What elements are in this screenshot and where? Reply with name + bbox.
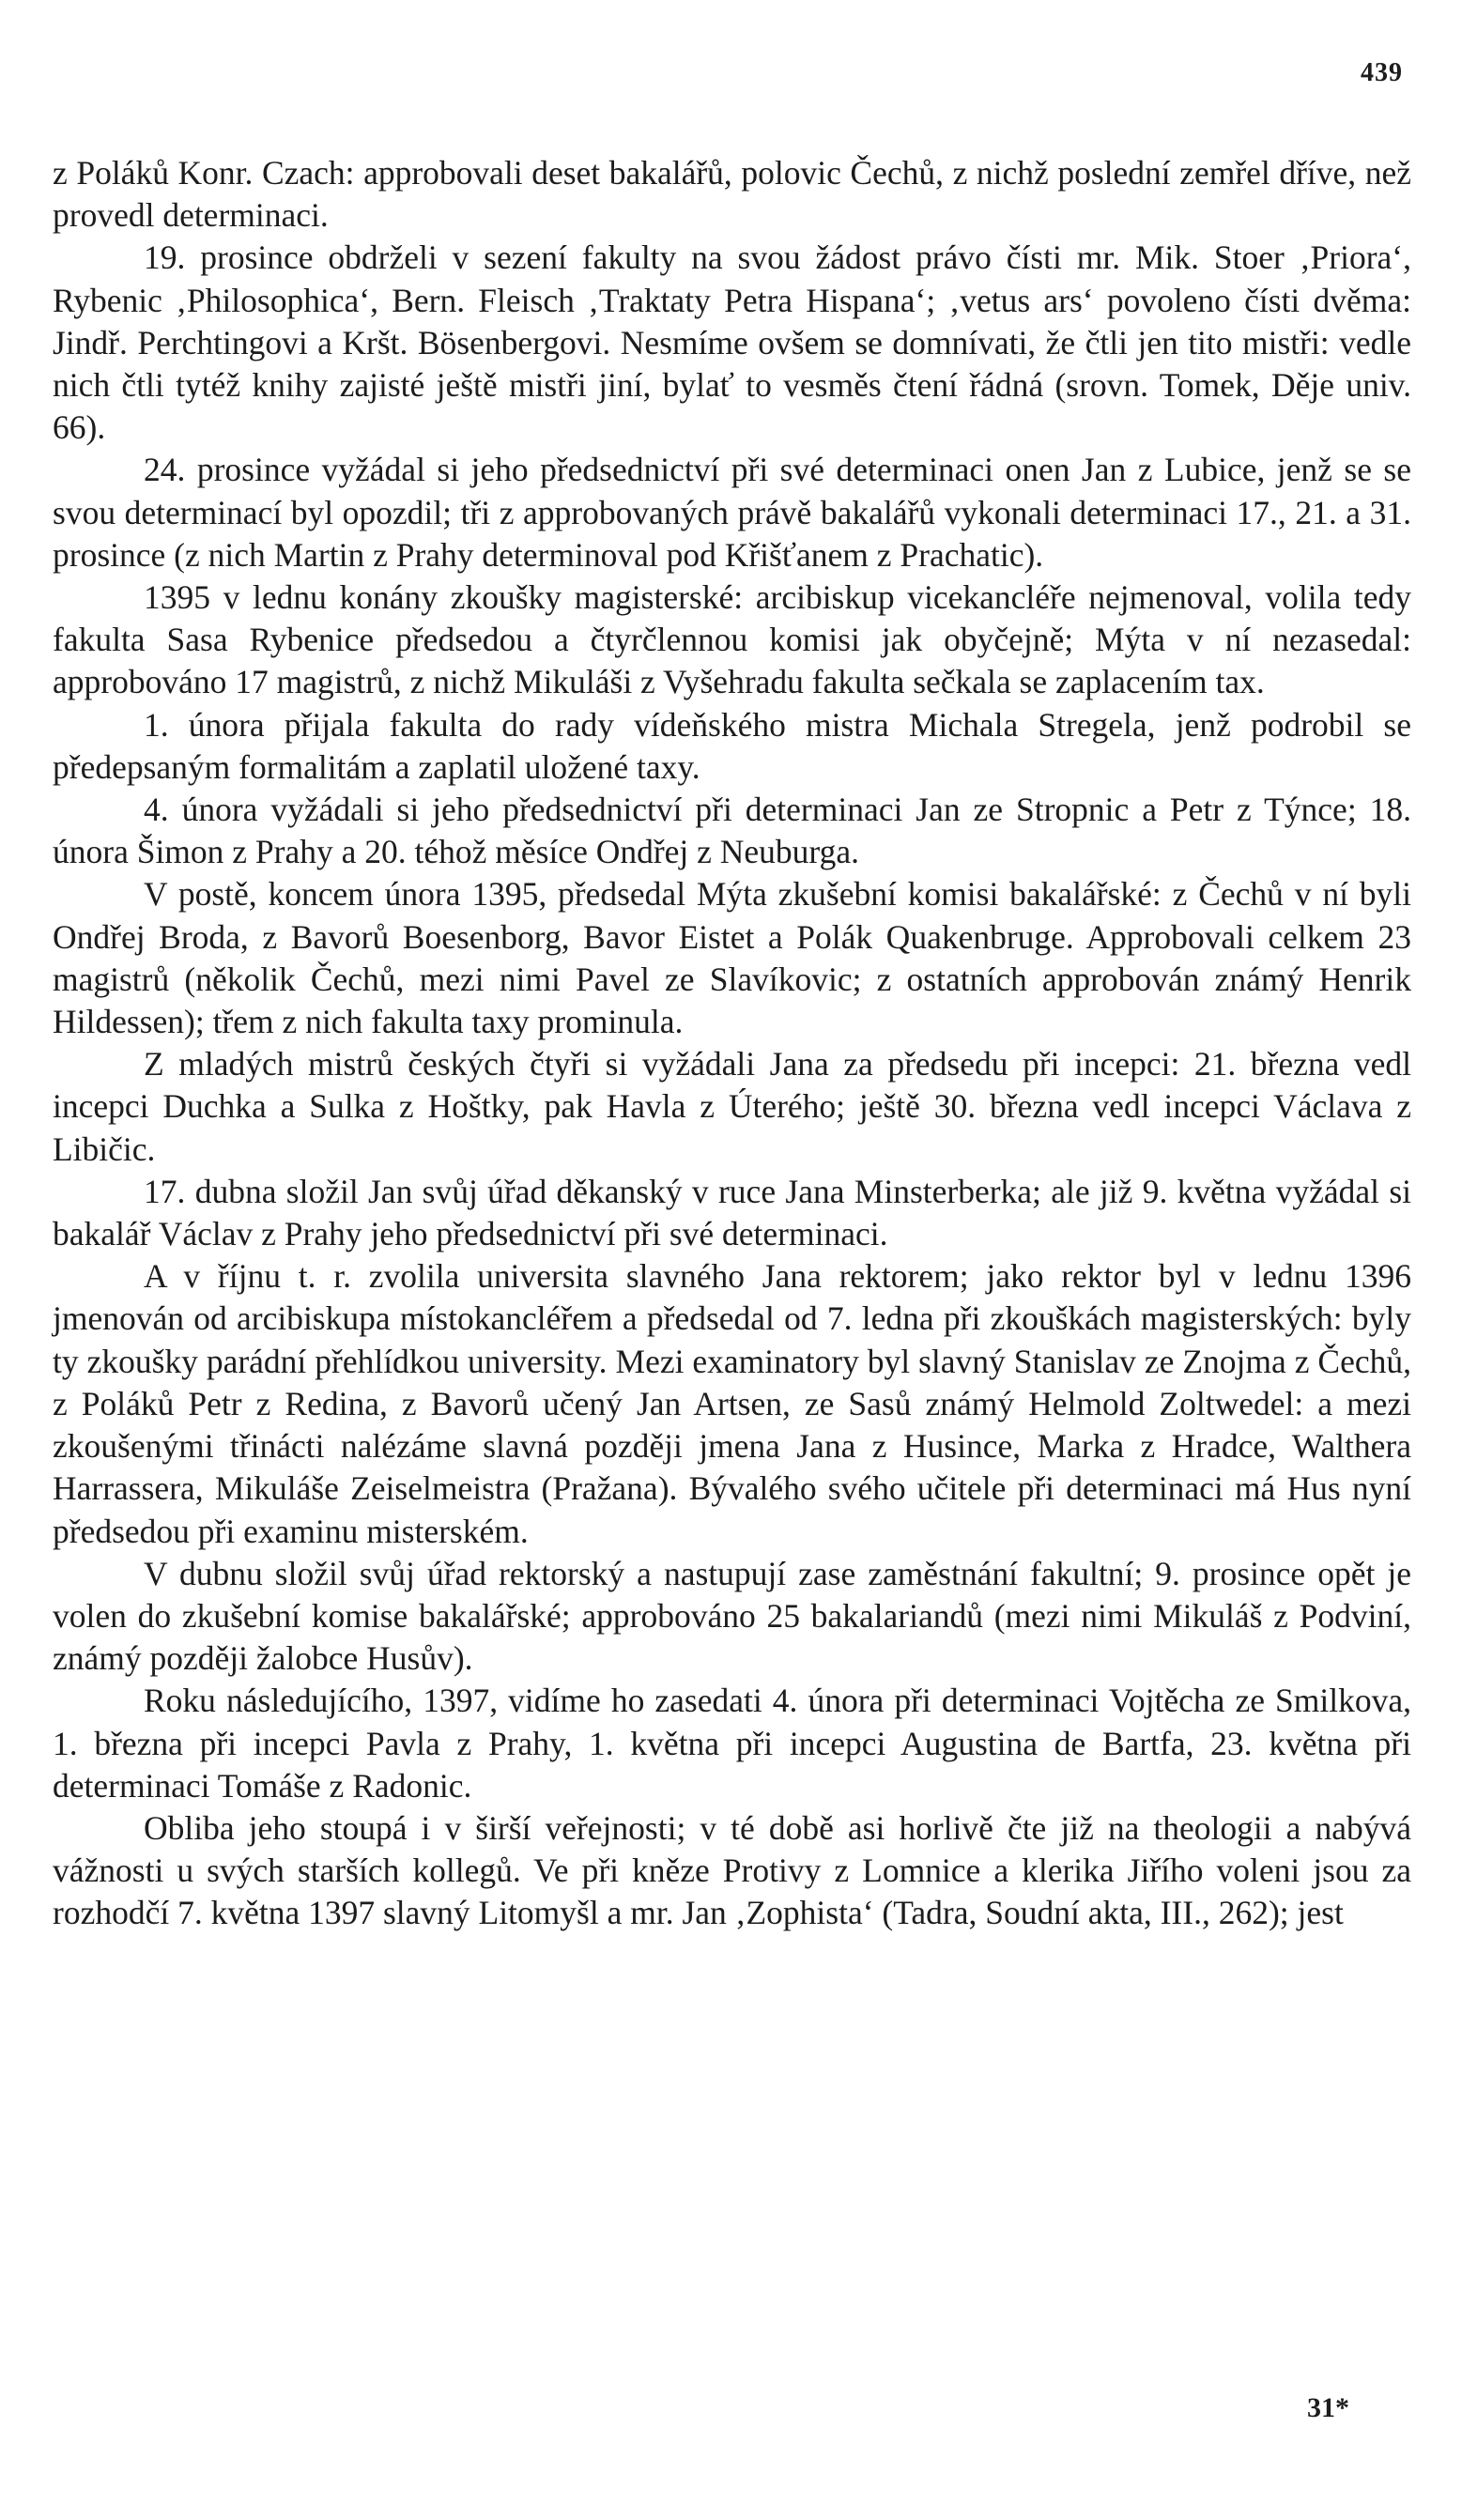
paragraph: 17. dubna složil Jan svůj úřad děkanský v ruce Jana Minsterberka; ale již 9. května vyžádal si bakalář Václav z Prahy jeho předsednictví při své determinaci.: [53, 1172, 1411, 1253]
page-number: 439: [1361, 58, 1403, 87]
paragraph: Obliba jeho stoupá i v širší veřejnosti; v té době asi horlivě čte již na theologii a nabývá vážnosti u svých starších kollegů. Ve při kněze Protivy z Lomnice a klerika Jiřího voleni jsou za rozhodčí 7. května 1397 slavný Litomyšl a mr. Jan ‚Zophista‘ (Tadra, Soudní akta, III., 262); jest: [53, 1808, 1411, 1932]
paragraph: Z mladých mistrů českých čtyři si vyžádali Jana za předsedu při incepci: 21. března vedl incepci Duchka a Sulka z Hoštky, pak Havla z Úterého; ještě 30. března vedl incepci Václava z Libičic.: [53, 1045, 1411, 1168]
paragraph: Roku následujícího, 1397, vidíme ho zasedati 4. února při determinaci Vojtěcha ze Smilkova, 1. března při incepci Pavla z Prahy, 1. května při incepci Augustina de Bartfa, 23. května při determinaci Tomáše z Radonic.: [53, 1682, 1411, 1805]
signature-mark: 31*: [1307, 2392, 1349, 2423]
paragraph: V dubnu složil svůj úřad rektorský a nastupují zase zaměstnání fakultní; 9. prosince opět je volen do zkušební komise bakalářské; approbováno 25 bakalariandů (mezi nimi Mikuláš z Podviní, známý později žalobce Husův).: [53, 1554, 1411, 1678]
paragraph: 24. prosince vyžádal si jeho předsednictví při své determinaci onen Jan z Lubice, jenž se se svou determinací byl opozdil; tři z approbovaných právě bakalářů vykonali determinaci 17., 21. a 31. prosince (z nich Martin z Prahy determinoval pod Křišťanem z Prachatic).: [53, 451, 1411, 574]
paragraph: 19. prosince obdrželi v sezení fakulty na svou žádost právo čísti mr. Mik. Stoer ‚Priora‘, Rybenic ‚Philosophica‘, Bern. Fleisch ‚Traktaty Petra Hispana‘; ‚vetus ars‘ povoleno čísti dvěma: Jindř. Perchtingovi a Kršt. Bösenbergovi. Nesmíme ovšem se domnívati, že čtli jen tito mistři: vedle nich čtli tytéž knihy zajisté ještě mistři jiní, bylať to vesměs čtení řádná (srovn. Tomek, Děje univ. 66).: [53, 238, 1411, 447]
paragraph: 1395 v lednu konány zkoušky magisterské: arcibiskup vicekancléře nejmenoval, volila tedy fakulta Sasa Rybenice předsedou a čtyrčlennou komisi jak obyčejně; Mýta v ní nezasedal: approbováno 17 magistrů, z nichž Mikuláši z Vyšehradu fakulta sečkala se zaplacením tax.: [53, 578, 1411, 701]
paragraph: A v říjnu t. r. zvolila universita slavného Jana rektorem; jako rektor byl v lednu 1396 jmenován od arcibiskupa místokancléřem a předsedal od 7. ledna při zkouškách magisterských: byly ty zkoušky parádní přehlídkou university. Mezi examinatory byl slavný Stanislav ze Znojma z Čechů, z Poláků Petr z Redina, z Bavorů učený Jan Artsen, ze Sasů známý Helmold Zoltwedel: a mezi zkoušenými třinácti nalézáme slavná později jmena Jana z Husince, Marka z Hradce, Walthera Harrassera, Mikuláše Zeiselmeistra (Pražana). Bývalého svého učitele při determinaci má Hus nyní předsedou při examinu misterském.: [53, 1257, 1411, 1550]
paragraph: z Poláků Konr. Czach: approbovali deset bakalářů, polovic Čechů, z nichž poslední zemřel dříve, než provedl determinaci.: [53, 154, 1411, 235]
paragraph: 1. února přijala fakulta do rady vídeňského mistra Michala Stregela, jenž podrobil se předepsaným formalitám a zaplatil uložené taxy.: [53, 705, 1411, 786]
paragraph: V postě, koncem února 1395, předsedal Mýta zkušební komisi bakalářské: z Čechů v ní byli Ondřej Broda, z Bavorů Boesenborg, Bavor Eistet a Polák Quakenbruge. Approbovali celkem 23 magistrů (několik Čechů, mezi nimi Pavel ze Slavíkovic; z ostatních approbován známý Henrik Hildessen); třem z nich fakulta taxy prominula.: [53, 875, 1411, 1041]
body-text: [53, 152, 1411, 1935]
paragraph: 4. února vyžádali si jeho předsednictví při determinaci Jan ze Stropnic a Petr z Týnce; 18. února Šimon z Prahy a 20. téhož měsíce Ondřej z Neuburga.: [53, 791, 1411, 871]
